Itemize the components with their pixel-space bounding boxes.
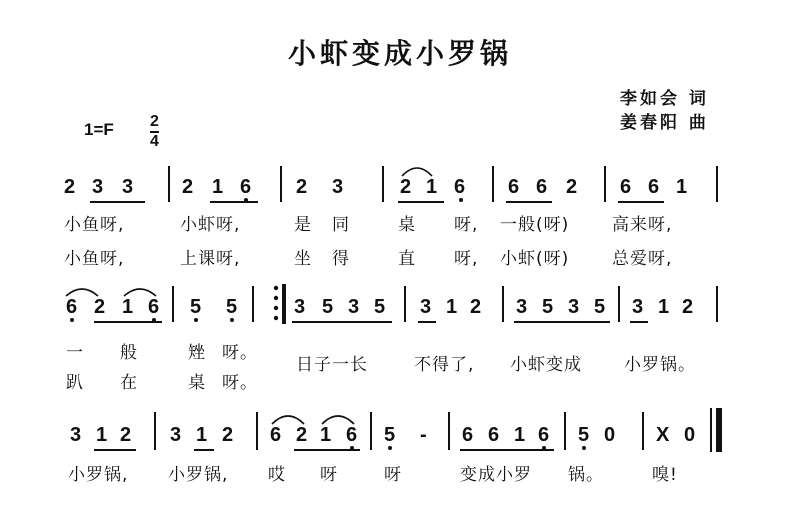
- barline: [168, 166, 170, 202]
- lyric: 直: [398, 249, 416, 269]
- barline: [716, 166, 718, 202]
- refrain-lyric: 不得了,: [414, 355, 475, 375]
- underline: [460, 449, 554, 451]
- lyric: 锅。: [568, 465, 604, 485]
- slur: [66, 289, 98, 296]
- barline: [492, 166, 494, 202]
- lyric: 在: [120, 373, 138, 393]
- refrain-lyric: 小虾变成: [510, 355, 582, 375]
- lyric: 上课呀,: [180, 249, 241, 269]
- lyric: 坐: [294, 249, 312, 269]
- slur: [124, 289, 156, 296]
- note: 3: [348, 296, 360, 318]
- slur: [402, 168, 432, 176]
- note: 6: [346, 424, 358, 446]
- slur: [322, 416, 354, 424]
- lyric: 是: [294, 215, 312, 235]
- note: 2: [296, 424, 308, 446]
- final-barline-thin: [710, 408, 712, 452]
- note: 3: [70, 424, 82, 446]
- lyric: 趴: [66, 373, 84, 393]
- refrain-lyric: 日子一长: [296, 355, 368, 375]
- note: 6: [454, 176, 466, 198]
- note: 3: [170, 424, 182, 446]
- barline: [564, 412, 566, 450]
- underline: [506, 201, 552, 203]
- note: 2: [400, 176, 412, 198]
- lyric: 桌: [188, 373, 206, 393]
- note: 1: [446, 296, 458, 318]
- underline: [418, 321, 436, 323]
- lyric: 呀,: [454, 249, 479, 269]
- lyric: 呀: [384, 465, 402, 485]
- underline: [514, 321, 610, 323]
- note: 3: [516, 296, 528, 318]
- note: -: [420, 424, 427, 446]
- underline: [618, 201, 664, 203]
- repeat-dot: [274, 306, 278, 310]
- barline: [370, 412, 372, 450]
- barline: [154, 412, 156, 450]
- lyric: 小虾呀,: [180, 215, 241, 235]
- underline: [292, 321, 392, 323]
- note: 6: [648, 176, 660, 198]
- lyric: 变成小罗: [460, 465, 532, 485]
- lyric: 小罗锅,: [68, 465, 129, 485]
- slur: [272, 416, 304, 424]
- note: 1: [676, 176, 688, 198]
- note: 5: [578, 424, 590, 446]
- composer-credit: 姜春阳 曲: [620, 113, 709, 133]
- note: 5: [190, 296, 202, 318]
- lyric: 嗅!: [652, 465, 678, 485]
- note: 1: [96, 424, 108, 446]
- note: 3: [332, 176, 344, 198]
- barline: [382, 166, 384, 202]
- lyric: 呀。: [222, 343, 258, 363]
- lyric: 小罗锅,: [168, 465, 229, 485]
- note: 6: [536, 176, 548, 198]
- note: 5: [542, 296, 554, 318]
- song-title: 小虾变成小罗锅: [287, 37, 512, 70]
- note: 2: [120, 424, 132, 446]
- barline: [280, 166, 282, 202]
- barline: [172, 286, 174, 322]
- note: 3: [632, 296, 644, 318]
- note: 2: [296, 176, 308, 198]
- note: X: [656, 424, 670, 446]
- lyric: 一: [66, 343, 84, 363]
- note: 2: [566, 176, 578, 198]
- note: 3: [420, 296, 432, 318]
- note: 6: [508, 176, 520, 198]
- lyric: 高来呀,: [612, 215, 673, 235]
- repeat-dot: [274, 286, 278, 290]
- note: 6: [240, 176, 252, 198]
- note: 3: [122, 176, 134, 198]
- note: 2: [94, 296, 106, 318]
- note: 6: [270, 424, 282, 446]
- refrain-lyric: 小罗锅。: [624, 355, 696, 375]
- underline: [94, 321, 162, 323]
- note: 2: [682, 296, 694, 318]
- repeat-barline: [282, 284, 286, 324]
- lyric: 同: [332, 215, 350, 235]
- note: 0: [604, 424, 616, 446]
- barline: [716, 286, 718, 322]
- note: 5: [322, 296, 334, 318]
- note: 1: [196, 424, 208, 446]
- note: 1: [514, 424, 526, 446]
- lyric: 小鱼呀,: [64, 215, 125, 235]
- note: 6: [538, 424, 550, 446]
- barline: [256, 412, 258, 450]
- barline: [502, 286, 504, 322]
- note: 6: [488, 424, 500, 446]
- note: 6: [462, 424, 474, 446]
- meter-top: 2: [150, 113, 159, 130]
- time-signature: [150, 114, 159, 150]
- repeat-dot: [274, 296, 278, 300]
- repeat-dot: [274, 316, 278, 320]
- note: 6: [148, 296, 160, 318]
- barline: [448, 412, 450, 450]
- underline: [630, 321, 648, 323]
- lyric: 小虾(呀): [500, 249, 570, 269]
- barline: [404, 286, 406, 322]
- lyric: 桌: [398, 215, 416, 235]
- underline: [94, 449, 136, 451]
- note: 6: [620, 176, 632, 198]
- underline: [398, 201, 444, 203]
- note: 5: [594, 296, 606, 318]
- note: 0: [684, 424, 696, 446]
- note: 1: [122, 296, 134, 318]
- lyric: 般: [120, 343, 138, 363]
- note: 3: [294, 296, 306, 318]
- lyric: 小鱼呀,: [64, 249, 125, 269]
- barline: [604, 166, 606, 202]
- note: 2: [470, 296, 482, 318]
- key-signature: 1=F: [84, 120, 114, 139]
- barline: [618, 286, 620, 322]
- note: 2: [222, 424, 234, 446]
- note: 1: [658, 296, 670, 318]
- lyric: 矬: [188, 343, 206, 363]
- lyric: 一般(呀): [500, 215, 570, 235]
- note: 6: [66, 296, 78, 318]
- note: 1: [212, 176, 224, 198]
- underline: [294, 449, 360, 451]
- note: 3: [568, 296, 580, 318]
- note: 1: [320, 424, 332, 446]
- final-barline-thick: [716, 408, 722, 452]
- lyric: 呀,: [454, 215, 479, 235]
- barline: [252, 286, 254, 322]
- meter-bottom: 4: [150, 133, 159, 150]
- lyric: 呀: [320, 465, 338, 485]
- lyric: 得: [332, 249, 350, 269]
- note: 2: [64, 176, 76, 198]
- lyricist-credit: 李如会 词: [620, 89, 709, 109]
- underline: [194, 449, 214, 451]
- note: 1: [426, 176, 438, 198]
- lyric: 总爱呀,: [612, 249, 673, 269]
- note: 5: [226, 296, 238, 318]
- lyric: 呀。: [222, 373, 258, 393]
- barline: [642, 412, 644, 450]
- note: 5: [374, 296, 386, 318]
- lyric: 哎: [268, 465, 286, 485]
- note: 5: [384, 424, 396, 446]
- underline: [90, 201, 145, 203]
- note: 2: [182, 176, 194, 198]
- note: 3: [92, 176, 104, 198]
- underline: [210, 201, 258, 203]
